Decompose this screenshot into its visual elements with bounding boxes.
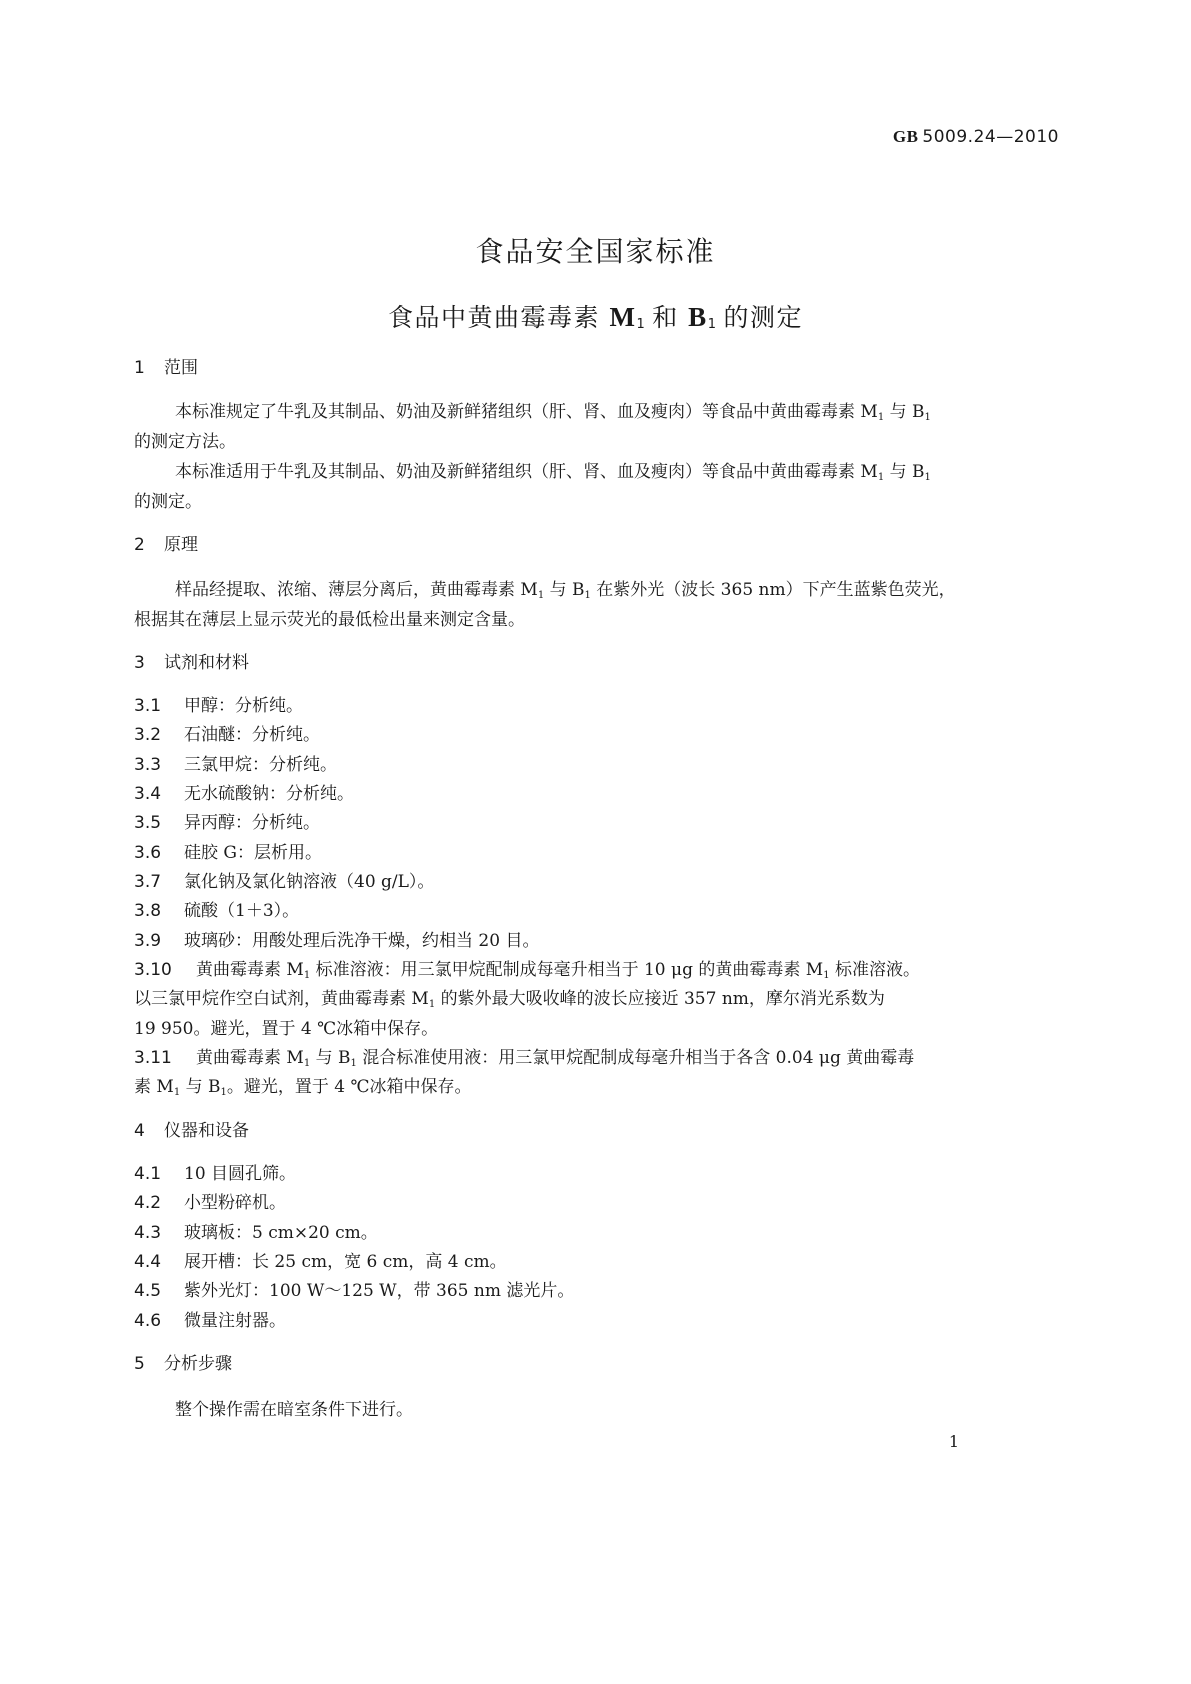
subtitle-end: 的测定 [723,303,803,332]
subtitle-sub: 1 [636,317,647,332]
subtitle-text: 食品中黄曲霉毒素 [388,303,610,332]
paragraph-line: 样品经提取、浓缩、薄层分离后，黄曲霉毒素 $M_1$ 与 $B_1$ 在紫外光（波长 365 nm）下产生蓝紫色荧光， [175,580,956,601]
subtitle-m: M [609,302,637,332]
section-heading-1: 1 范围 [134,358,198,378]
paragraph-line: 以三氯甲烷作空白试剂，黄曲霉毒素 $M_1$ 的紫外最大吸收峰的波长应接近 357 nm，摩尔消光系数为 [134,989,885,1010]
subtitle-sub: 1 [707,317,718,332]
list-item: 4.5 紫外光灯：100 W～125 W，带 365 nm 滤光片。 [134,1281,575,1301]
paragraph-line: 的测定方法。 [134,432,236,452]
document-title: 食品安全国家标准 [475,235,716,268]
list-item: 4.2 小型粉碎机。 [134,1193,286,1213]
list-item: 3.2 石油醚：分析纯。 [134,725,320,745]
list-item: 4.6 微量注射器。 [134,1311,286,1331]
list-item: 3.4 无水硫酸钠：分析纯。 [134,784,354,804]
paragraph-line: 本标准规定了牛乳及其制品、奶油及新鲜猪组织（肝、肾、血及瘦肉）等食品中黄曲霉毒素 $M_1$ 与 $B_1$ [175,402,931,423]
list-item: 3.7 氯化钠及氯化钠溶液（40 g/L）。 [134,872,435,892]
subtitle-b: B [688,302,708,332]
list-item: 4.3 玻璃板：5 cm×20 cm。 [134,1223,378,1243]
list-item: 3.1 甲醇：分析纯。 [134,696,303,716]
section-heading-5: 5 分析步骤 [134,1354,232,1374]
list-item: 3.9 玻璃砂：用酸处理后洗净干燥，约相当 20 目。 [134,931,540,951]
paragraph-line: 本标准适用于牛乳及其制品、奶油及新鲜猪组织（肝、肾、血及瘦肉）等食品中黄曲霉毒素 $M_1$ 与 $B_1$ [175,462,931,483]
list-item: 3.3 三氯甲烷：分析纯。 [134,755,337,775]
paragraph-line: 素 $M_1$ 与 $B_1$。避光，置于 4 ℃冰箱中保存。 [134,1077,472,1098]
page-number: 1 [948,1432,959,1451]
paragraph-line: 的测定。 [134,492,202,512]
list-item: 3.11 黄曲霉毒素 $M_1$ 与 $B_1$ 混合标准使用液：用三氯甲烷配制成每毫升相当于各含 0.04 μg 黄曲霉毒 [134,1048,915,1069]
list-item: 4.4 展开槽：长 25 cm，宽 6 cm，高 4 cm。 [134,1252,507,1272]
section-heading-4: 4 仪器和设备 [134,1121,249,1141]
paragraph-line: 19 950。避光，置于 4 ℃冰箱中保存。 [134,1019,439,1039]
subtitle-and: 和 [652,303,689,332]
list-item: 4.1 10 目圆孔筛。 [134,1164,297,1184]
document-subtitle [0,298,1191,334]
section-heading-2: 2 原理 [134,535,198,555]
list-item: 3.5 异丙醇：分析纯。 [134,813,320,833]
list-item: 3.10 黄曲霉毒素 $M_1$ 标准溶液：用三氯甲烷配制成每毫升相当于 10 μg 的黄曲霉毒素 $M_1$ 标准溶液。 [134,960,920,981]
list-item: 3.8 硫酸（1＋3）。 [134,901,300,921]
list-item: 3.6 硅胶 G：层析用。 [134,843,322,863]
standard-code [893,127,1059,147]
standard-number: 5009.24—2010 [922,127,1059,147]
section-heading-3: 3 试剂和材料 [134,653,249,673]
paragraph-line: 根据其在薄层上显示荧光的最低检出量来测定含量。 [134,610,525,630]
standard-prefix: GB [892,127,919,146]
paragraph-line: 整个操作需在暗室条件下进行。 [175,1400,413,1420]
